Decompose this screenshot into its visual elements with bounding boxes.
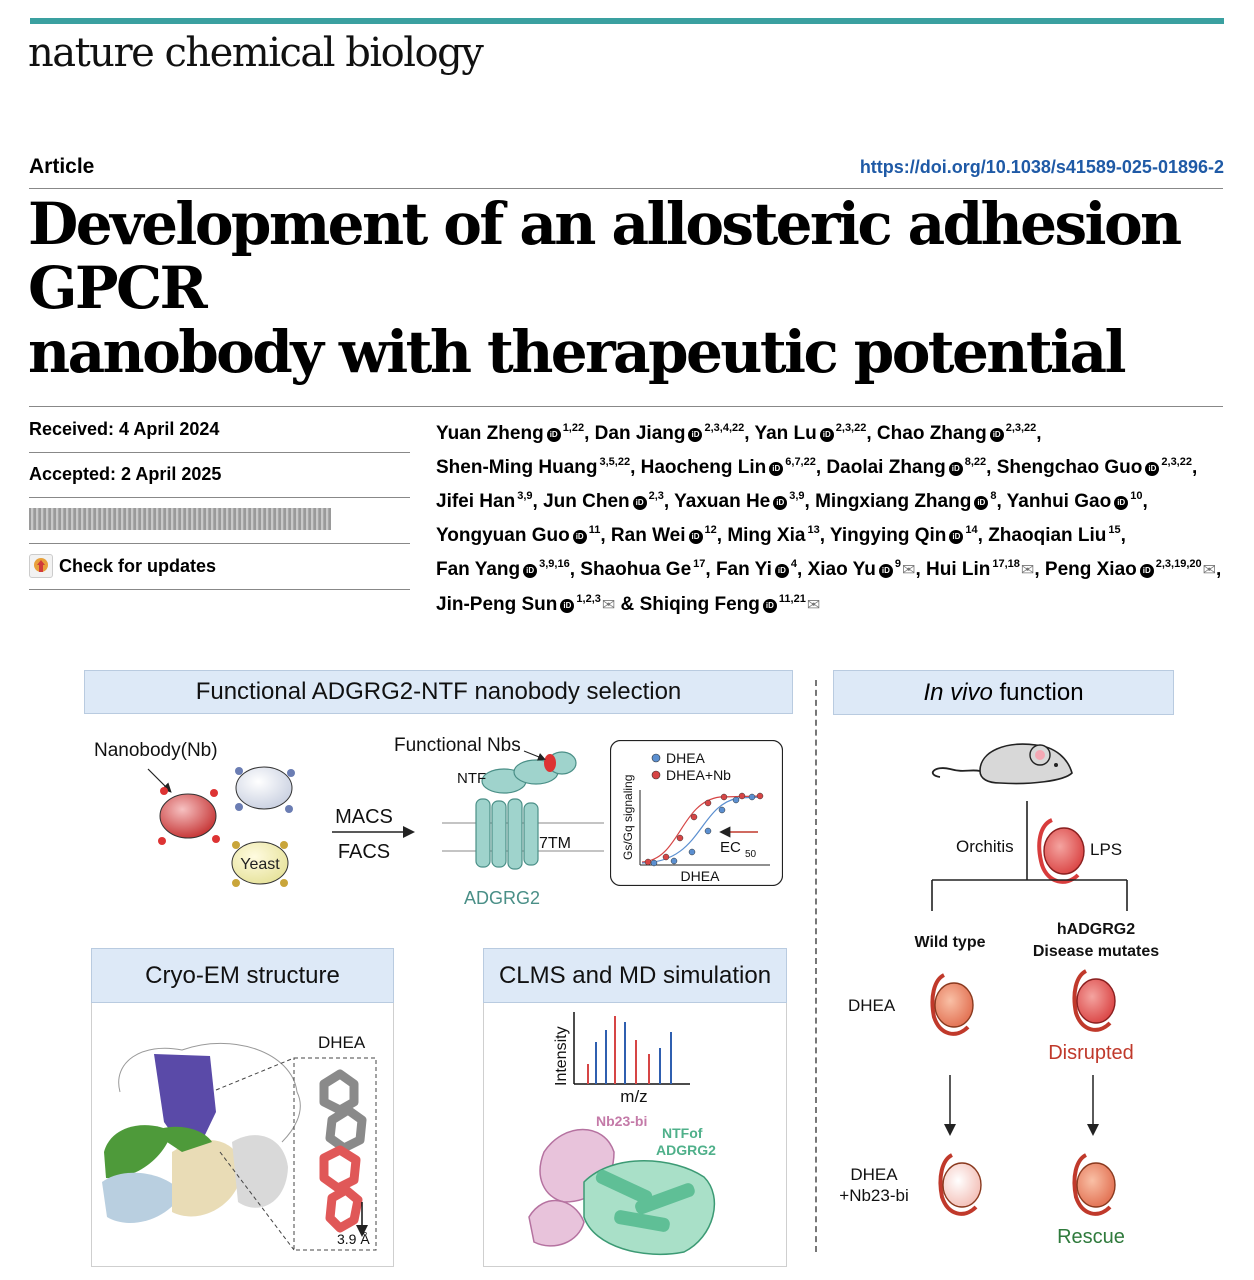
author-name[interactable]: Daolai Zhang [826,457,946,478]
cryo-structure-image [92,1002,391,1264]
email-icon[interactable]: ✉ [1020,562,1035,579]
invivo-diagram [830,725,1180,1255]
testis-wt-dhea-nb [940,1155,981,1214]
author-separator: , [819,525,825,546]
author-entry[interactable] [595,423,750,444]
functional-nbs-label: Functional Nbs [394,735,521,756]
orcid-icon[interactable]: iD [547,428,561,442]
author-entry[interactable] [674,491,810,512]
mutant-label-2: Disease mutates [1032,943,1160,960]
orcid-icon[interactable]: iD [769,462,783,476]
author-affiliation: 2,3,4,22 [704,422,745,434]
author-affiliation: 11,21 [778,593,806,605]
clms-header: CLMS and MD simulation [483,948,787,1003]
author-entry[interactable] [1007,491,1148,512]
author-entry[interactable] [436,457,635,478]
orcid-icon[interactable]: iD [974,496,988,510]
orcid-icon[interactable]: iD [573,530,587,544]
author-affiliation: 8,22 [964,456,987,468]
author-name[interactable]: Yingying Qin [829,525,947,546]
received-date: Received: 4 April 2024 [29,419,220,439]
disrupted-label: Disrupted [1048,1042,1134,1064]
legend-dhea: DHEA [666,750,705,766]
check-for-updates-link[interactable] [29,554,216,578]
author-affiliation: 2,3,22 [835,422,867,434]
author-name[interactable]: Yaxuan He [674,491,771,512]
author-affiliation: 1,2,3 [576,593,601,605]
wild-type-label: Wild type [914,934,986,951]
author-separator: , [996,491,1002,512]
mouse-icon [933,744,1072,783]
author-separator: , [1036,423,1042,444]
author-name[interactable]: Chao Zhang [876,423,987,444]
orcid-icon[interactable]: iD [990,428,1004,442]
orcid-icon[interactable]: iD [773,496,787,510]
ntf-label: NTF [457,770,487,787]
author-name[interactable]: Shengchao Guo [996,457,1143,478]
cryo-density-map [102,1054,288,1223]
author-name[interactable]: Mingxiang Zhang [815,491,972,512]
author-separator: , [1191,457,1198,478]
testis-lps [1039,820,1084,882]
nanobody-label: Nanobody(Nb) [94,740,218,761]
nb-structure-label: Nb23-bi [596,1113,648,1129]
author-name[interactable]: Shaohua Ge [580,559,692,580]
meta-rule-2 [29,497,410,498]
invivo-header-rest: function [992,679,1084,706]
orcid-icon[interactable]: iD [879,564,893,578]
receptor-label: ADGRG2 [463,888,541,908]
facs-label: FACS [337,841,391,863]
meta-rule-4 [29,589,410,590]
clms-xlabel: m/z [620,1087,648,1106]
author-name[interactable]: Xiao Yu [807,559,876,580]
author-affiliation: 3,9 [517,490,533,502]
author-entry[interactable] [436,594,634,615]
orcid-icon[interactable]: iD [1145,462,1159,476]
inset-ylabel: Gs/Gq signaling [621,774,635,860]
author-separator: , [584,423,590,444]
author-separator: , [1142,491,1148,512]
author-entry[interactable] [1045,559,1221,580]
tm-label: 7TM [539,835,571,852]
author-affiliation: 9 [894,558,902,570]
ntf-structure-label-1: NTFof [662,1125,703,1141]
author-separator: , [915,559,921,580]
ec50-label: EC [720,839,741,856]
author-affiliation: 2,3 [648,490,664,502]
author-affiliation: 8 [990,490,997,502]
lps-label: LPS [1090,840,1123,859]
author-separator: , [1120,525,1126,546]
orchitis-label: Orchitis [956,837,1014,856]
orcid-icon[interactable]: iD [633,496,647,510]
redacted-block [29,508,331,530]
author-affiliation: 3,5,22 [599,456,631,468]
author-separator: , [1034,559,1040,580]
cryo-header: Cryo-EM structure [91,948,394,1003]
testis-mutant-dhea [1074,971,1115,1030]
orcid-icon[interactable]: iD [763,599,777,613]
author-separator: , [630,457,636,478]
author-entry[interactable] [926,559,1040,580]
author-name[interactable]: Fan Yang [436,559,521,580]
author-entry[interactable] [436,491,538,512]
mutant-label-1: hADGRG2 [1056,921,1136,938]
author-affiliation: 1,22 [562,422,585,434]
author-name[interactable]: Ming Xia [727,525,806,546]
nanobody-cell-red [160,794,216,838]
author-name[interactable]: Haocheng Lin [640,457,767,478]
author-name[interactable]: Shiqing Feng [639,594,760,615]
accepted-date: Accepted: 2 April 2025 [29,464,222,484]
author-separator: , [663,491,670,512]
author-name[interactable]: Fan Yi [715,559,772,580]
author-entry[interactable] [436,525,606,546]
email-icon[interactable]: ✉ [601,597,616,614]
author-affiliation: 17,18 [992,558,1020,570]
ec50-subscript: 50 [745,849,757,860]
invivo-header [833,670,1174,715]
macs-label: MACS [335,806,393,828]
author-name[interactable]: Yanhui Gao [1006,491,1112,512]
yeast-label: Yeast [240,856,280,873]
inset-xlabel: DHEA [680,868,720,884]
author-name[interactable]: Yan Lu [754,423,817,444]
author-entry[interactable] [436,423,589,444]
clms-figure [484,1002,784,1264]
invivo-header-italic: In vivo [923,679,993,706]
meta-rule-3 [29,543,410,544]
orcid-icon[interactable]: iD [949,530,963,544]
author-affiliation: 14 [965,524,978,536]
author-name[interactable]: Yuan Zheng [436,423,544,444]
orcid-icon[interactable]: iD [1114,496,1128,510]
author-affiliation: 2,3,22 [1161,456,1192,468]
orcid-icon[interactable]: iD [560,599,574,613]
meta-divider [29,406,1223,407]
author-affiliation: 12 [704,524,717,536]
author-separator: , [1216,559,1222,580]
author-separator: , [532,491,538,512]
ec50-curve-inset [610,740,783,886]
author-separator: , [804,491,810,512]
author-entry[interactable] [830,525,983,546]
author-affiliation: 4 [790,558,798,570]
dhea-row-label: DHEA [848,996,896,1015]
article-title [28,192,1228,384]
author-name[interactable]: Zhaoqian Liu [988,525,1107,546]
author-name[interactable]: Jifei Han [436,491,516,512]
meta-rule-1 [29,452,410,453]
author-entry[interactable] [997,457,1198,478]
orcid-icon[interactable]: iD [523,564,537,578]
check-updates-icon [29,554,53,578]
dhea-nb-label-2: +Nb23-bi [839,1186,909,1205]
dhea-molecule [324,1074,362,1228]
author-name[interactable]: Hui Lin [926,559,991,580]
orcid-icon[interactable]: iD [689,530,703,544]
author-entry[interactable] [436,559,575,580]
author-name[interactable]: Peng Xiao [1044,559,1137,580]
testis-wt-dhea [932,975,973,1034]
author-separator: , [569,559,575,580]
orcid-icon[interactable]: iD [688,428,702,442]
author-name[interactable]: Jun Chen [543,491,630,512]
author-entry[interactable] [877,423,1042,444]
author-entry[interactable] [727,525,825,546]
author-affiliation: 10 [1130,490,1143,502]
email-icon[interactable]: ✉ [902,562,916,579]
author-entry[interactable] [543,491,669,512]
testis-mutant-dhea-nb [1074,1155,1115,1214]
author-separator: , [744,423,750,444]
author-name[interactable]: Yongyuan Guo [436,525,570,546]
author-entry[interactable] [808,559,921,580]
author-entry[interactable] [815,491,1002,512]
author-separator: , [815,457,822,478]
nanobody-bound [544,754,556,772]
author-affiliation: 13 [807,524,820,536]
mass-spectrum-peaks [588,1016,671,1084]
check-updates-label: Check for updates [59,555,217,576]
author-entry[interactable] [754,423,871,444]
author-name[interactable]: Ran Wei [610,525,686,546]
header-divider [29,188,1223,189]
author-entry[interactable] [611,525,722,546]
author-entry[interactable] [826,457,991,478]
author-name[interactable]: Jin-Peng Sun [436,594,558,615]
orcid-icon[interactable]: iD [949,462,963,476]
selection-header: Functional ADGRG2-NTF nanobody selection [84,670,793,714]
figure-divider [815,680,817,1252]
journal-accent-bar [30,18,1224,24]
author-affiliation: 17 [693,558,706,570]
author-entry[interactable] [641,457,822,478]
author-separator: & [615,594,635,615]
orcid-icon[interactable]: iD [820,428,834,442]
title-line-2: nanobody with therapeutic potential [28,318,1124,386]
author-separator: , [986,457,992,478]
author-name[interactable]: Dan Jiang [594,423,686,444]
author-affiliation: 15 [1108,524,1121,536]
author-entry[interactable] [716,559,802,580]
author-affiliation: 11 [588,524,601,536]
nanobody-cell-gray [236,767,292,809]
legend-dhea-nb: DHEA+Nb [666,767,731,783]
author-list [436,414,1226,620]
cryo-ligand-label: DHEA [318,1033,366,1052]
author-affiliation: 3,9 [789,490,805,502]
author-separator: , [797,559,803,580]
dhea-nb-label-1: DHEA [850,1165,898,1184]
author-affiliation: 2,3,22 [1005,422,1037,434]
author-separator: , [977,525,983,546]
doi-link[interactable]: https://doi.org/10.1038/s41589-025-01896-2 [859,157,1224,177]
author-separator: , [716,525,723,546]
author-name[interactable]: Shen-Ming Huang [436,457,598,478]
cryo-distance-label: 3.9 Å [337,1231,370,1247]
author-separator: , [705,559,711,580]
rescue-label: Rescue [1057,1226,1125,1248]
email-icon[interactable]: ✉ [806,597,821,614]
orcid-icon[interactable]: iD [1140,564,1154,578]
author-entry[interactable] [640,594,821,615]
email-icon[interactable]: ✉ [1202,562,1217,579]
author-affiliation: 3,9,16 [539,558,570,570]
journal-name[interactable]: nature chemical biology [28,30,483,76]
author-entry[interactable] [580,559,710,580]
author-entry[interactable] [988,525,1126,546]
author-separator: , [866,423,872,444]
author-separator: , [600,525,606,546]
author-affiliation: 2,3,19,20 [1155,558,1202,570]
ntf-structure-label-2: ADGRG2 [656,1142,716,1158]
author-affiliation: 6,7,22 [785,456,816,468]
article-type: Article [29,155,95,178]
orcid-icon[interactable]: iD [775,564,789,578]
clms-ylabel: Intensity [553,1026,570,1086]
title-line-1: Development of an allosteric adhesion GPCR [28,190,1180,322]
